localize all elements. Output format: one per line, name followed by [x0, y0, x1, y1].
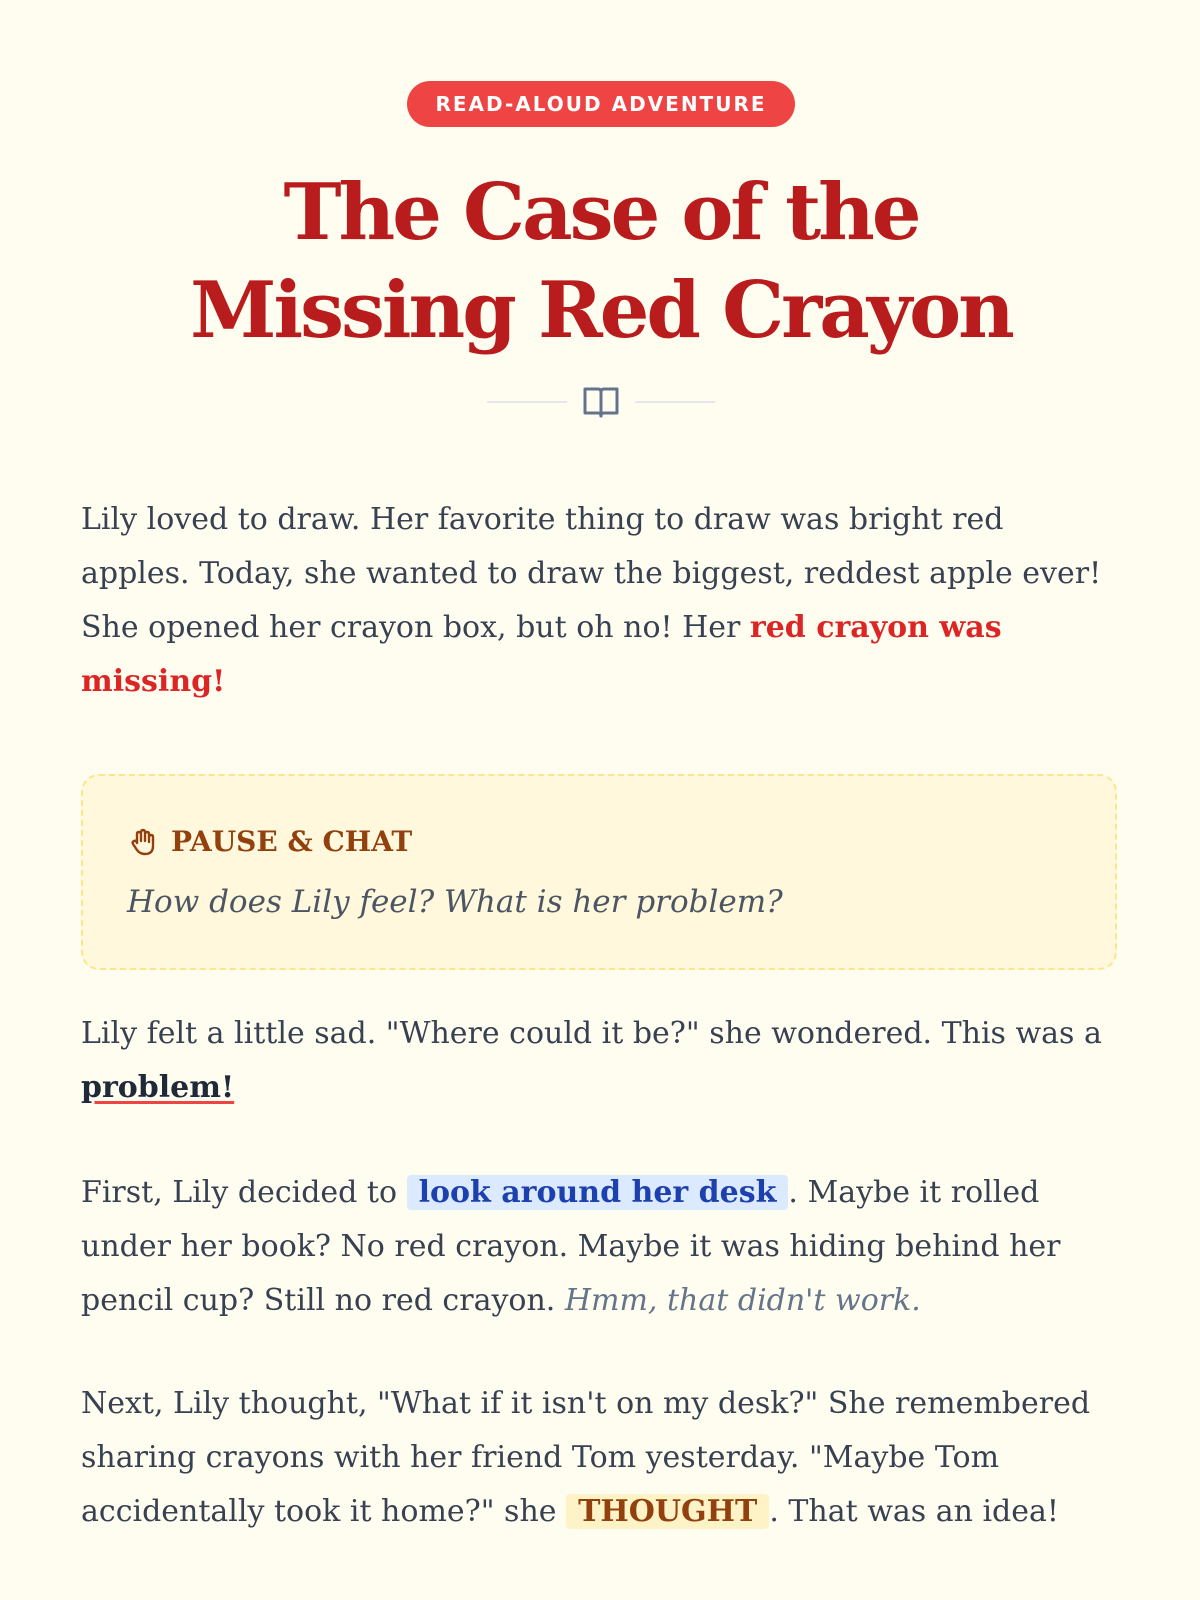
- category-badge: READ-ALOUD ADVENTURE: [407, 81, 794, 127]
- title-line-1: The Case of the: [283, 167, 919, 258]
- story-paragraph-1: [81, 493, 1121, 709]
- story-paragraph-2: [81, 1007, 1121, 1115]
- missing-crayon-emphasis: red crayon was missing!: [81, 610, 1002, 699]
- pause-chat-label: PAUSE & CHAT: [171, 825, 413, 858]
- paragraph-4-after: . That was an idea!: [769, 1494, 1059, 1529]
- paragraph-1-text: Lily loved to draw. Her favorite thing to draw was bright red apples. Today, she wanted to draw the biggest, reddest apple ever! She opened her crayon box, but oh no! Her: [81, 502, 1102, 645]
- paragraph-2-text: Lily felt a little sad. "Where could it be?" she wondered. This was a: [81, 1016, 1102, 1051]
- paragraph-3-aside: Hmm, that didn't work.: [564, 1283, 921, 1318]
- paragraph-4-before: Next, Lily thought, "What if it isn't on my desk?" She remembered sharing crayons with her friend Tom yesterday. "Maybe Tom accidentally took it home?" she: [81, 1386, 1091, 1529]
- badge-wrapper: [81, 81, 1121, 127]
- book-open-icon: [581, 384, 621, 420]
- divider-line-right: [635, 401, 715, 403]
- story-paragraph-4: [81, 1377, 1121, 1539]
- hand-icon: [127, 826, 159, 858]
- pause-chat-box: [81, 774, 1117, 970]
- paragraph-3-before: First, Lily decided to: [81, 1175, 407, 1210]
- desk-highlight: look around her desk: [407, 1175, 789, 1210]
- title-line-2: Missing Red Crayon: [190, 265, 1012, 356]
- paragraph-3-after: . Maybe it rolled under her book? No red crayon. Maybe it was hiding behind her pencil cup? Still no red crayon.: [81, 1175, 1061, 1318]
- thought-highlight: THOUGHT: [566, 1494, 769, 1529]
- problem-keyword: problem!: [81, 1070, 235, 1105]
- divider-line-left: [487, 401, 567, 403]
- pause-chat-question: How does Lily feel? What is her problem?: [127, 884, 783, 920]
- title-divider: [81, 382, 1121, 422]
- story-title: [81, 164, 1121, 360]
- pause-chat-header: [127, 824, 412, 860]
- story-paragraph-3: [81, 1166, 1121, 1328]
